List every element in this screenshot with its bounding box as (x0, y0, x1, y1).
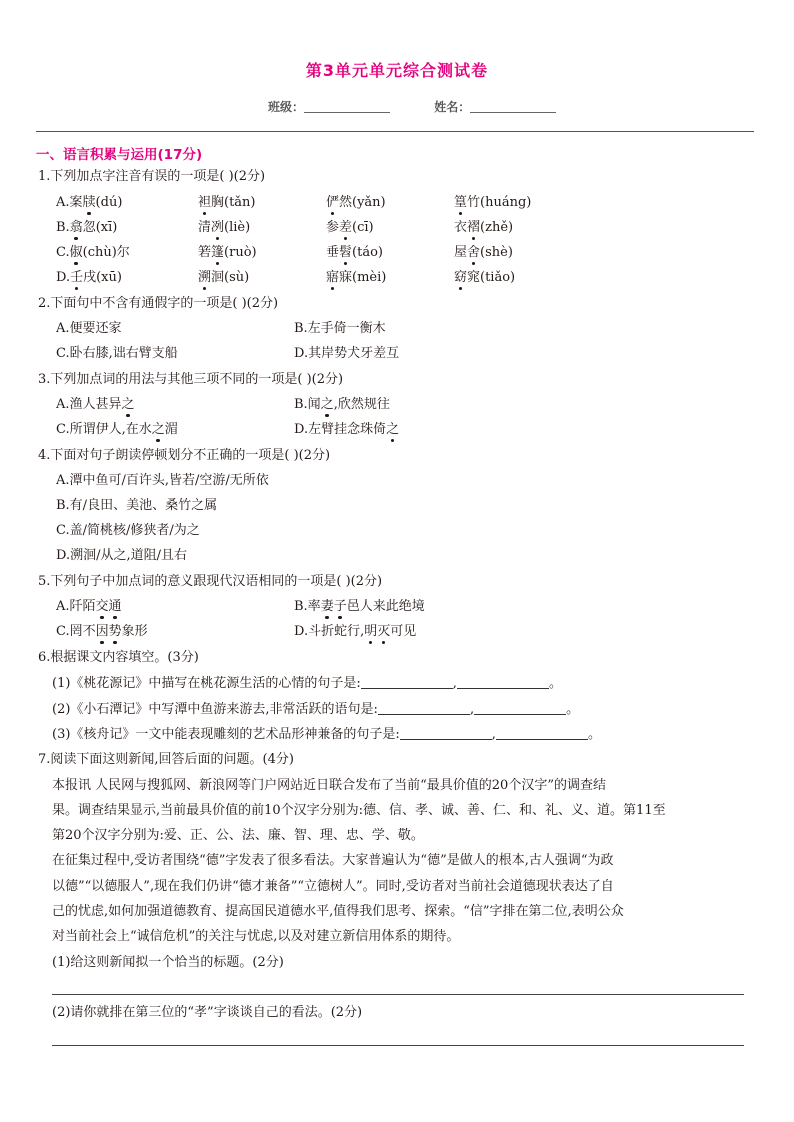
q6-item-3: (3)《核舟记》一文中能表现雕刻的艺术品形神兼备的句子是: , 。 (52, 727, 601, 742)
q1-option-c[interactable]: C.俶(chù)尔 (56, 245, 130, 260)
name-field[interactable] (470, 100, 556, 113)
q2-option-d[interactable]: D.其岸势犬牙差互 (294, 346, 400, 361)
q1-option-c-3: 垂髫(táo) (326, 245, 383, 260)
question-6-stem: 6.根据课文内容填空。(3分) (38, 650, 199, 665)
q1-option-a-2: 袒胸(tǎn) (198, 195, 256, 210)
q2-option-a[interactable]: A.便要还家 (56, 321, 122, 336)
class-field[interactable] (304, 100, 390, 113)
q3-option-b[interactable]: B.闻之,欣然规往 (294, 397, 390, 412)
q5-option-b[interactable]: B.率妻子邑人来此绝境 (294, 599, 425, 614)
q1-option-a[interactable]: A.案牍(dú) (56, 195, 123, 210)
q6-blank-3b[interactable] (496, 726, 588, 740)
q1-option-d[interactable]: D.壬戌(xū) (56, 270, 122, 285)
q6-blank-1b[interactable] (457, 675, 549, 689)
q1-option-d-2: 溯洄(sù) (198, 270, 250, 285)
q1-option-b-3: 参差(cī) (326, 220, 374, 235)
news-line: 本报讯 人民网与搜狐网、新浪网等门户网站近日联合发布了当前“最具价值的20个汉字”的调查结 (52, 778, 606, 793)
q4-option-b[interactable]: B.有/良田、美池、桑竹之属 (56, 498, 218, 513)
q1-option-c-4: 屋舍(shè) (454, 245, 513, 260)
q5-option-d[interactable]: D.斗折蛇行,明灭可见 (294, 624, 417, 639)
q6-item-1: (1)《桃花源记》中描写在桃花源生活的心情的句子是: , 。 (52, 676, 562, 691)
question-3-stem: 3.下列加点词的用法与其他三项不同的一项是( )(2分) (38, 372, 344, 387)
q2-option-c[interactable]: C.卧右膝,诎右臂支船 (56, 346, 178, 361)
q3-option-c[interactable]: C.所谓伊人,在水之湄 (56, 422, 178, 437)
q4-option-d[interactable]: D.溯洄/从之,道阻/且右 (56, 548, 187, 563)
student-info (268, 98, 556, 115)
q6-blank-1a[interactable] (361, 675, 453, 689)
answer-line-2[interactable] (52, 1045, 744, 1046)
question-7-stem: 7.阅读下面这则新闻,回答后面的问题。(4分) (38, 752, 294, 767)
q3-option-a[interactable]: A.渔人甚异之 (56, 397, 135, 412)
q1-option-b-4: 衣褶(zhě) (454, 220, 514, 235)
q7-sub-2: (2)请你就排在第三位的“孝”字谈谈自己的看法。(2分) (52, 1005, 363, 1020)
news-line: 在征集过程中,受访者围绕“德”字发表了很多看法。大家普遍认为“德”是做人的根本,古人强调“为政 (52, 853, 614, 868)
page-title: 第3单元单元综合测试卷 (305, 61, 489, 80)
news-line: 第20个汉字分别为:爱、正、公、法、廉、智、理、忠、学、敬。 (52, 828, 424, 843)
q6-blank-2b[interactable] (474, 701, 566, 715)
q4-option-a[interactable]: A.潭中鱼可/百许头,皆若/空游/无所依 (56, 473, 269, 488)
q1-option-a-4: 篁竹(huáng) (454, 195, 532, 210)
q5-option-c[interactable]: C.罔不因势象形 (56, 624, 148, 639)
q6-blank-3a[interactable] (400, 726, 492, 740)
question-1-stem: 1.下列加点字注音有误的一项是( )(2分) (38, 169, 266, 184)
question-5-stem: 5.下列句子中加点词的意义跟现代汉语相同的一项是( )(2分) (38, 574, 383, 589)
question-4-stem: 4.下面对句子朗读停顿划分不正确的一项是( )(2分) (38, 448, 331, 463)
news-line: 对当前社会上“诚信危机”的关注与忧虑,以及对建立新信用体系的期待。 (52, 929, 460, 944)
q1-option-c-2: 箬篷(ruò) (198, 245, 257, 260)
q1-option-a-3: 俨然(yǎn) (326, 195, 386, 210)
question-2-stem: 2.下面句中不含有通假字的一项是( )(2分) (38, 296, 279, 311)
q1-option-b-2: 清冽(liè) (198, 220, 251, 235)
news-line: 己的忧虑,如何加强道德教育、提高国民道德水平,值得我们思考、探索。“信”字排在第二位,表明公众 (52, 904, 624, 919)
q3-option-d[interactable]: D.左臂挂念珠倚之 (294, 422, 400, 437)
q1-option-b[interactable]: B.翕忽(xī) (56, 220, 118, 235)
q2-option-b[interactable]: B.左手倚一衡木 (294, 321, 386, 336)
q4-option-c[interactable]: C.盖/简桃核/修狭者/为之 (56, 523, 200, 538)
answer-line-1[interactable] (52, 994, 744, 995)
q6-item-2: (2)《小石潭记》中写潭中鱼游来游去,非常活跃的语句是: , 。 (52, 702, 580, 717)
class-label: 班级： (268, 100, 305, 114)
name-label: 姓名： (434, 100, 471, 114)
news-line: 以德”“以德服人”,现在我们仍讲“德才兼备”“立德树人”。同时,受访者对当前社会道德现状表达了自 (52, 879, 614, 894)
header-divider (36, 131, 754, 132)
news-line: 果。调查结果显示,当前最具价值的前10个汉字分别为:德、信、孝、诚、善、仁、和、礼、义、道。第11至 (52, 803, 666, 818)
q7-sub-1: (1)给这则新闻拟一个恰当的标题。(2分) (52, 955, 284, 970)
q1-option-d-4: 窈窕(tiǎo) (454, 270, 516, 285)
section-heading: 一、语言积累与运用(17分) (36, 147, 203, 163)
q6-blank-2a[interactable] (378, 701, 470, 715)
q1-option-d-3: 寤寐(mèi) (326, 270, 387, 285)
q5-option-a[interactable]: A.阡陌交通 (56, 599, 122, 614)
